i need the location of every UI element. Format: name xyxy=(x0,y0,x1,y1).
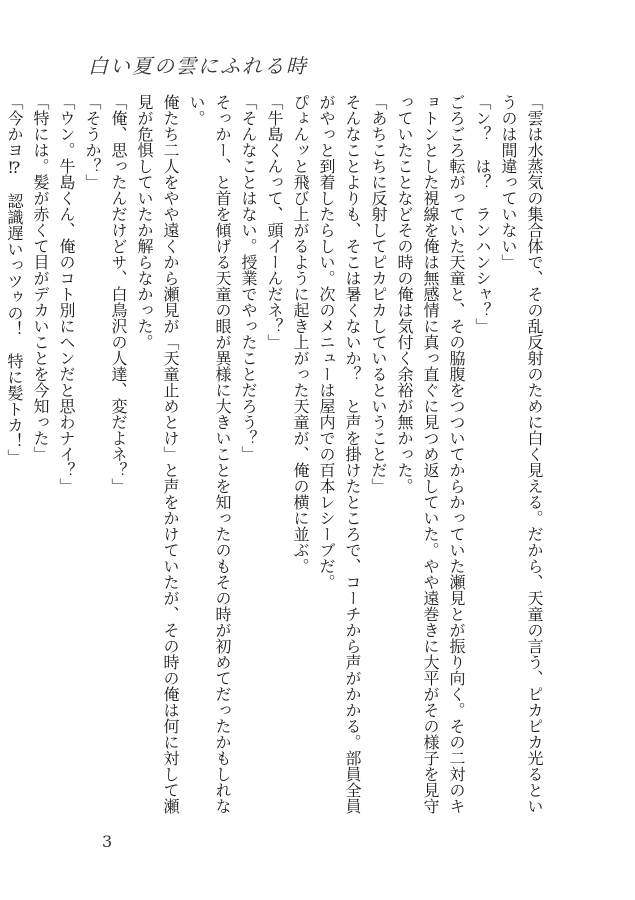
text-line: 「牛島くんって、頭イーんだネ？」 xyxy=(265,94,284,350)
text-line: 「ン？ は？ ランハンシャ？」 xyxy=(473,94,492,334)
text-line: 「雲は水蒸気の集合体で、その乱反射のために白く見える。だから、天童の言う、ピカピカ光るというのは間違っていない」 xyxy=(499,94,544,814)
text-line: ぴょんッと飛び上がるように起き上がった天童が、俺の横に並ぶ。 xyxy=(291,94,310,574)
text-line: 俺たち二人をやや遠くから瀬見が「天童止めとけ」と声をかけていたが、その時の俺は何に対して瀬見が危惧していたか解らなかった。 xyxy=(135,94,180,814)
text-line: ごろごろ転がっていた天童と、その脇腹をつついてからかっていた瀬見とが振り向く。その二対のキョトンとした視線を俺は無感情に真っ直ぐに見つめ返していた。やや遠巻きに大平がその様子を見守っていたことなどその時の俺は気付く余裕が無かった。 xyxy=(395,94,466,814)
text-line: 「俺、思ったんだけどサ、白鳥沢の人達、変だよネ？」 xyxy=(109,94,128,494)
text-line: 「そんなことはない。授業でやったことだろう？」 xyxy=(239,94,258,462)
text-line: 「あちこちに反射してピカピカしているということだ」 xyxy=(369,94,388,494)
text-line: そっかー、と首を傾げる天童の眼が異様に大きいことを知ったのもその時が初めてだったかもしれない。 xyxy=(187,94,232,814)
page-title: 白い夏の雲にふれる時 xyxy=(88,54,308,78)
page-number: 3 xyxy=(102,832,113,851)
text-line: 「特には。髪が赤くて目がデカいことを今知った」 xyxy=(31,94,50,462)
text-line: 「ウン。牛島くん、俺のコト別にヘンだと思わナイ？」 xyxy=(57,94,76,494)
vertical-text-body xyxy=(5,94,547,814)
text-line: そんなことよりも、そこは暑くないか？ と声を掛けたところで、コーチから声がかかる。部員全員がやっと到着したらしい。次のメニューは屋内での百本レシーブだ。 xyxy=(317,94,362,814)
text-line: 「今かヨ⁉ 認識遅いっツゥの！ 特に髪トカ！」 xyxy=(5,94,24,465)
text-line: 「そうか？」 xyxy=(83,94,102,190)
